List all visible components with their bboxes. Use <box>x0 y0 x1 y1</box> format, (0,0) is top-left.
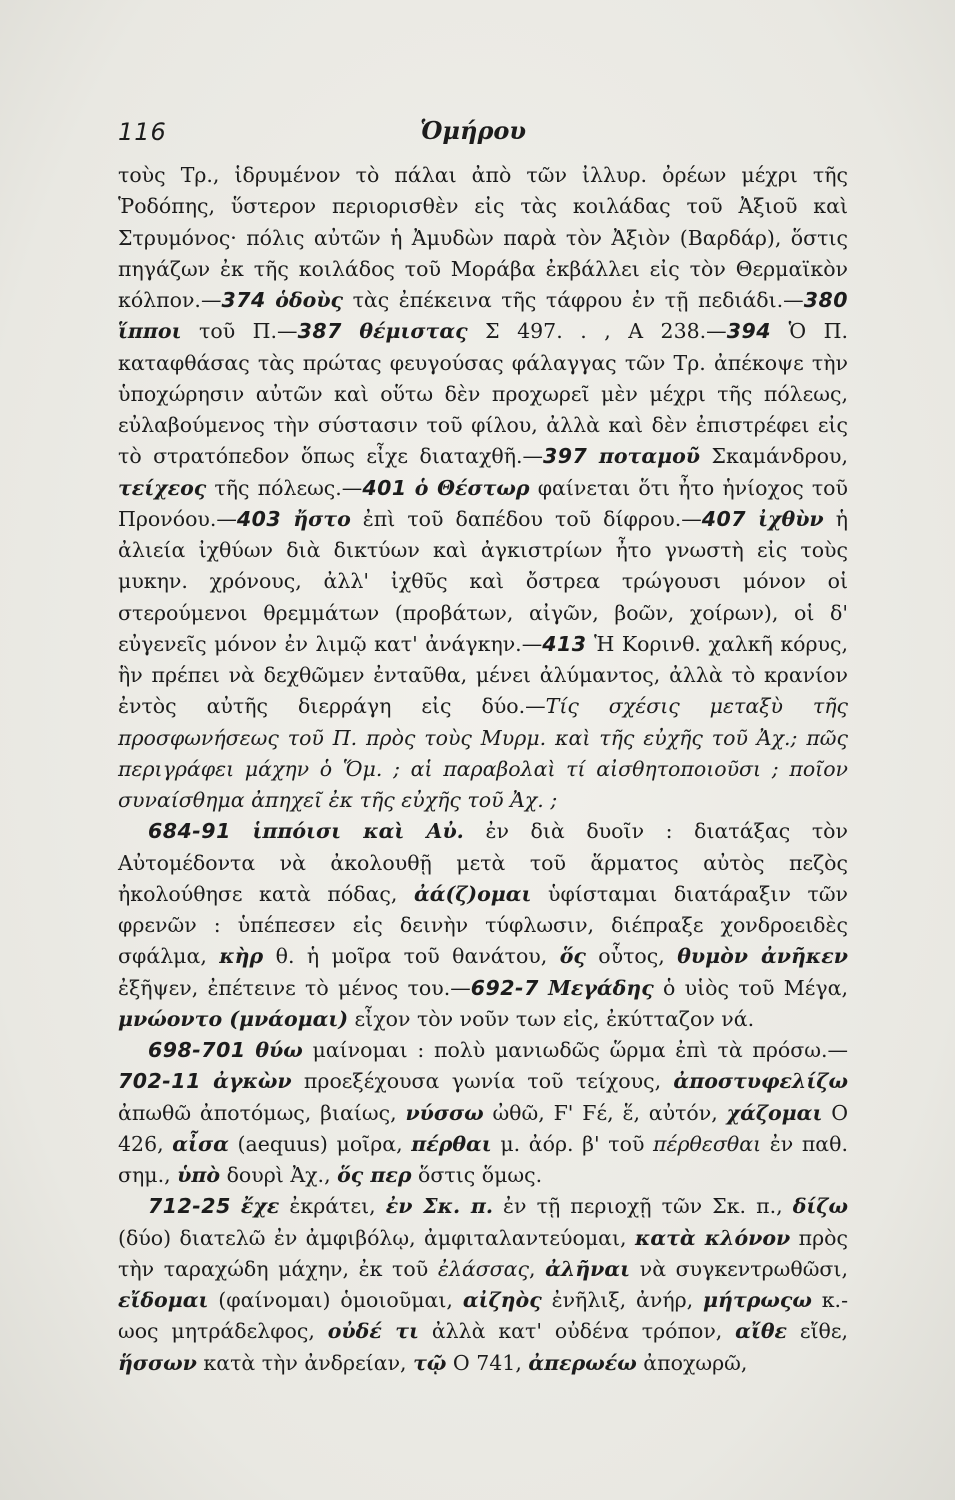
lemma: ἥσσων <box>118 1350 197 1375</box>
lemma: μήτρωςω <box>703 1288 812 1312</box>
lemma: αἰζηὸς <box>462 1288 542 1312</box>
text-segment: ὑφίσταμαι διατάραξιν τῶν φρενῶν : ὑπέπεσεν εἰς δεινὴν τύφλωσιν, διέπραξε χονδροειδὲς σφάλμα, <box>118 881 849 969</box>
lemma: ὅς <box>559 944 586 969</box>
lemma: θέμιστας <box>359 319 468 344</box>
page-number: 116 <box>118 118 167 146</box>
lemma: ὑπὸ <box>177 1163 221 1187</box>
lemma: ὁ Θέστωρ <box>414 475 530 500</box>
lemma: τῷ <box>413 1350 447 1375</box>
line-reference: 401 <box>362 475 407 500</box>
text-segment: κ.-ωος μητράδελφος, <box>118 1288 848 1344</box>
commentary-text <box>118 160 848 1379</box>
commentary-paragraph-2 <box>118 816 848 1035</box>
text-segment: ἐκράτει, <box>279 1194 386 1219</box>
commentary-paragraph-4 <box>118 1191 848 1379</box>
text-segment: κατὰ τὴν ἀνδρείαν, <box>196 1350 414 1375</box>
text-segment: ὁ υἱὸς τοῦ Μέγα, <box>653 975 848 1000</box>
line-reference: 397 <box>543 444 588 469</box>
text-segment: ἀποχωρῶ, <box>636 1350 748 1375</box>
line-reference: 387 <box>297 319 342 344</box>
text-segment: ἐν παθ. σημ., <box>118 1131 849 1187</box>
italic-term: πέρθεσθαι <box>653 1131 762 1156</box>
lemma: ποταμοῦ <box>598 444 700 469</box>
text-segment: οὗτος, <box>585 944 678 969</box>
lemma: τείχεος <box>118 475 207 500</box>
commentary-paragraph-3 <box>118 1035 848 1191</box>
text-segment: μαίνομαι : πολὺ μανιωδῶς ὥρμα ἐπὶ τὰ πρόσω.— <box>302 1038 848 1062</box>
text-segment: τῆς πόλεως.— <box>206 475 363 500</box>
lemma: ἱππόισι καὶ Αὐ. <box>252 819 464 844</box>
lemma: κατὰ κλόνον <box>634 1225 791 1250</box>
line-reference: 702-11 <box>118 1069 201 1094</box>
lemma: οὐδέ τι <box>327 1319 419 1344</box>
text-segment: ἐνῆλιξ, ἀνήρ, <box>541 1288 704 1312</box>
line-reference: 712-25 <box>148 1194 231 1219</box>
commentary-paragraph-1 <box>118 160 848 816</box>
lemma: ἀπερωέω <box>528 1350 637 1375</box>
text-segment: νὰ συγκεντρωθῶσι, <box>630 1256 848 1281</box>
text-segment: ἡ ἀλιεία ἰχθύων διὰ δικτύων καὶ ἀγκιστρίων ἦτο γνωστὴ εἰς τοὺς μυκην. χρόνους, ἀλλ' ἰχθῦς καὶ ὄστρεα τρώγουσι μόνον οἱ στερούμενοι θρεμμάτων (προβάτων, αἰγῶν, βοῶν, χοίρων), οἱ δ' εὐγενεῖς μόνον ἐν λιμῷ κατ' ἀνάγκην.— <box>118 506 848 656</box>
text-segment: Ο 741, <box>446 1350 529 1375</box>
italic-term: ἐλάσσας <box>437 1256 529 1281</box>
text-segment: μ. ἀόρ. β' τοῦ <box>491 1131 654 1156</box>
line-reference: 413 <box>542 631 587 656</box>
text-segment: ἀπωθῶ ἀποτόμως, βιαίως, <box>118 1100 406 1125</box>
lemma: δίζω <box>792 1194 848 1219</box>
text-segment: Σ 497. . , Α 238.— <box>467 319 727 344</box>
running-title: Ὁμήρου <box>420 116 527 145</box>
lemma: πέρθαι <box>411 1131 492 1156</box>
line-reference: 698-701 <box>148 1038 246 1062</box>
lemma: ὅς περ <box>337 1163 412 1187</box>
text-segment: εἶχον τὸν νοῦν των εἰς, ἐκύτταζον νά. <box>348 1006 755 1031</box>
text-segment: δουρὶ Ἀχ., <box>220 1163 338 1187</box>
text-segment: (δύο) διατελῶ ἐν ἀμφιβόλῳ, ἀμφιταλαντεύομαι, <box>118 1225 635 1250</box>
lemma: κὴρ <box>219 944 264 969</box>
text-segment: πρὸς τὴν ταραχώδη μάχην, ἐκ τοῦ <box>118 1225 848 1281</box>
lemma: ἤστο <box>293 506 351 531</box>
lemma: αἴθε <box>735 1319 788 1344</box>
text-segment: , <box>528 1256 546 1281</box>
line-reference: 407 <box>701 506 747 531</box>
text-segment: φαίνεται ὅτι ἦτο ἡνίοχος τοῦ Προνόου.— <box>118 475 848 531</box>
line-reference: 692-7 <box>470 975 539 1000</box>
text-segment: τοῦ Π.— <box>181 319 298 344</box>
line-reference: 380 <box>803 288 848 312</box>
line-reference: 394 <box>726 319 771 344</box>
line-reference: 684-91 <box>148 819 231 844</box>
line-reference: 403 <box>236 506 282 531</box>
text-segment: ἐν τῇ περιοχῇ τῶν Σκ. π., <box>492 1194 793 1219</box>
lemma: ἐν Σκ. π. <box>385 1194 493 1219</box>
running-head <box>0 112 955 152</box>
study-questions: Τίς σχέσις μεταξὺ τῆς προσφωνήσεως τοῦ Π. πρὸς τοὺς Μυρμ. καὶ τῆς εὐχῆς τοῦ Ἀχ.; πῶς περιγράφει μάχην ὁ Ὅμ. ; αἱ παραβολαὶ τί αἰσθητοποιοῦσι ; ποῖον συναίσθημα ἀπηχεῖ ἐκ τῆς εὐχῆς τοῦ Ἀχ. ; <box>118 694 848 812</box>
lemma: ἔχε <box>240 1194 280 1219</box>
text-segment: τὰς ἐπέκεινα τῆς τάφρου ἐν τῇ πεδιάδι.— <box>343 288 804 312</box>
text-segment: ἐξῆψεν, ἐπέτεινε τὸ μένος του.— <box>118 975 471 1000</box>
text-segment: ὠθῶ, Ϝ' Ϝέ, ἕ, αὐτόν, <box>483 1100 727 1125</box>
text-segment: ἀλλὰ κατ' οὐδένα τρόπον, <box>418 1319 736 1344</box>
lemma: εἴδομαι <box>118 1288 209 1312</box>
line-reference: 374 <box>221 288 266 312</box>
lemma: Μεγάδης <box>548 975 654 1000</box>
text-segment: ὅστις ὅμως. <box>411 1163 543 1187</box>
text-segment: Ἡ Κορινθ. χαλκῆ κόρυς, ἣν πρέπει νὰ δεχθῶμεν ἐνταῦθα, μένει ἀλύμαντος, ἀλλὰ τὸ κρανίον ἐντὸς αὐτῆς διερράγη εἰς δύο.— <box>118 631 848 719</box>
lemma: ὁδοὺς <box>275 288 344 312</box>
text-segment: (φαίνομαι) ὁμοιοῦμαι, <box>208 1288 463 1312</box>
lemma: θυμὸν ἀνῆκεν <box>677 944 848 969</box>
lemma: ἵπποι <box>118 319 182 344</box>
text-segment: Ο 426, <box>118 1100 849 1156</box>
text-segment: προεξέχουσα γωνία τοῦ τείχους, <box>291 1069 674 1094</box>
lemma: ἀγκὼν <box>213 1069 292 1094</box>
lemma: ἀά(ζ)ομαι <box>414 881 532 906</box>
text-segment: ἐν διὰ δυοῖν : διατάξας τὸν Αὐτομέδοντα νὰ ἀκολουθῇ μετὰ τοῦ ἅρματος αὐτὸς πεζὸς ἠκολούθησε κατὰ πόδας, <box>118 819 848 906</box>
lemma: ἀλῆναι <box>545 1256 631 1281</box>
text-segment: ἐπὶ τοῦ δαπέδου τοῦ δίφρου.— <box>350 506 702 531</box>
lemma: ἀποστυφελίζω <box>673 1069 848 1094</box>
lemma: θύω <box>255 1038 303 1062</box>
lemma: νύσσω <box>405 1100 484 1125</box>
text-segment: (aequus) μοῖρα, <box>228 1131 412 1156</box>
text-segment: Ὁ Π. καταφθάσας τὰς πρώτας φευγούσας φάλαγγας τῶν Τρ. ἀπέκοψε τὴν ὑποχώρησιν αὐτῶν καὶ οὕτω δὲν προχωρεῖ μὲν μέχρι τῆς πόλεως, εὐλαβούμενος τὴν σύστασιν τοῦ φίλου, ἀλλὰ καὶ δὲν ἐπιστρέφει εἰς τὸ στρατόπεδον ὅπως εἶχε διαταχθῆ.— <box>118 319 848 469</box>
text-segment: θ. ἡ μοῖρα τοῦ θανάτου, <box>263 944 560 969</box>
text-segment: τοὺς Τρ., ἱδρυμένον τὸ πάλαι ἀπὸ τῶν ἰλλυρ. ὀρέων μέχρι τῆς Ῥοδόπης, ὕστερον περιορισθὲν εἰς τὰς κοιλάδας τοῦ Ἀξιοῦ καὶ Στρυμόνος· πόλις αὐτῶν ἡ Ἀμυδὼν παρὰ τὸν Ἀξιὸν (Βαρδάρ), ὅστις πηγάζων ἐκ τῆς κοιλάδος τοῦ Μοράβα ἐκβάλλει εἰς τὸν Θερμαϊκὸν κόλπον.— <box>118 163 848 312</box>
text-segment: εἴθε, <box>787 1319 849 1344</box>
lemma: μνώοντο (μνάομαι) <box>118 1006 349 1031</box>
lemma: ἰχθὺν <box>758 506 824 531</box>
lemma: αἶσα <box>172 1131 229 1156</box>
text-segment: Σκαμάνδρου, <box>700 444 848 469</box>
lemma: χάζομαι <box>726 1100 823 1125</box>
